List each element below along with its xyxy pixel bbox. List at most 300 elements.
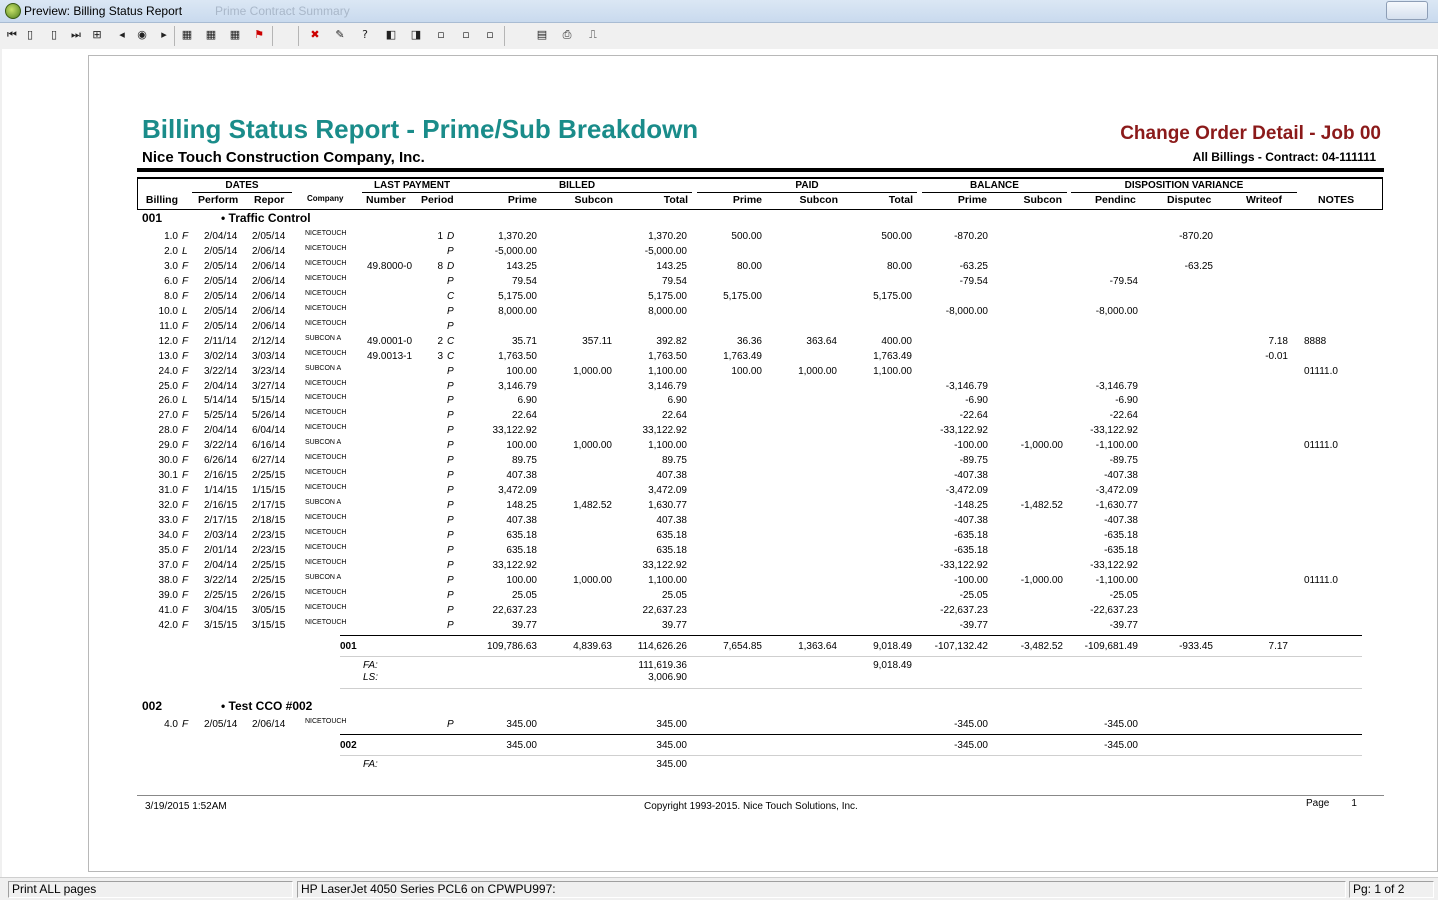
subtotal-b_subcon: 4,839.63 — [573, 641, 612, 652]
cell-billing: 35.0 — [158, 545, 178, 556]
cell-report: 3/27/14 — [252, 381, 286, 392]
cell-company: SUBCON A — [305, 439, 342, 446]
cell-billing: 1.0 — [164, 231, 178, 242]
two-page-icon[interactable]: ◨ — [410, 28, 422, 41]
cell-billing: 3.0 — [164, 261, 178, 272]
cell-period-code: P — [447, 410, 454, 421]
cell-period-num: 8 — [437, 261, 443, 272]
table-row — [0, 470, 1438, 485]
cell-balance-prime: -635.18 — [954, 530, 988, 541]
header-billed: BILLED — [558, 180, 596, 191]
table-row — [0, 590, 1438, 605]
table-row — [0, 425, 1438, 440]
cell-billed-subcon: 1,000.00 — [573, 575, 612, 586]
cell-company: NICETOUCH — [305, 275, 347, 282]
cell-report: 2/06/14 — [252, 719, 286, 730]
cell-company: NICETOUCH — [305, 544, 347, 551]
cell-company: SUBCON A — [305, 574, 342, 581]
cell-type: F — [182, 545, 189, 556]
cell-type: F — [182, 381, 189, 392]
cell-billed-prime: 3,472.09 — [498, 485, 537, 496]
cell-balance-prime: -635.18 — [954, 545, 988, 556]
cell-paid-prime: 500.00 — [731, 231, 762, 242]
cell-company: NICETOUCH — [305, 305, 347, 312]
subtotal-bottom-rule — [340, 656, 1362, 657]
cell-billed-prime: 635.18 — [506, 545, 537, 556]
cell-billing: 30.1 — [158, 470, 178, 481]
cell-pending: -22,637.23 — [1090, 605, 1138, 616]
cell-pending: -89.75 — [1109, 455, 1138, 466]
cell-notes: 8888 — [1304, 336, 1327, 347]
cell-billed-total: 22.64 — [661, 410, 687, 421]
fit-width-icon[interactable]: ▦ — [205, 28, 217, 41]
cell-balance-prime: -63.25 — [959, 261, 988, 272]
cell-paid-prime: 5,175.00 — [723, 291, 762, 302]
cell-period-code: P — [447, 605, 454, 616]
cell-number: 49.8000-0 — [367, 261, 413, 272]
cell-billing: 31.0 — [158, 485, 178, 496]
cell-report: 1/15/15 — [252, 485, 286, 496]
cell-billing: 29.0 — [158, 440, 178, 451]
edit-icon[interactable]: ✎ — [335, 28, 345, 41]
cell-pending: -33,122.92 — [1090, 560, 1138, 571]
cell-type: F — [182, 605, 189, 616]
cell-billed-total: 143.25 — [656, 261, 687, 272]
cell-report: 2/25/15 — [252, 575, 286, 586]
group-end-rule — [340, 688, 1362, 689]
cell-paid-subcon: 1,000.00 — [798, 366, 837, 377]
cell-balance-prime: -407.38 — [954, 515, 988, 526]
cell-billed-total: 635.18 — [656, 545, 687, 556]
cell-type: F — [182, 515, 189, 526]
table-row — [0, 246, 1438, 261]
cell-paid-total: 400.00 — [881, 336, 912, 347]
cell-billed-prime: 25.05 — [511, 590, 537, 601]
cell-billed-prime: 1,763.50 — [498, 351, 537, 362]
cell-billed-prime: 100.00 — [506, 575, 537, 586]
cell-perform: 3/22/14 — [204, 440, 238, 451]
cell-type: L — [182, 246, 188, 257]
cell-billing: 34.0 — [158, 530, 178, 541]
col-perform: Perform — [198, 194, 239, 206]
cell-billed-subcon: 1,482.52 — [573, 500, 612, 511]
cell-billed-prime: 1,370.20 — [498, 231, 537, 242]
cell-balance-prime: -8,000.00 — [945, 306, 988, 317]
cell-type: F — [182, 291, 189, 302]
cell-notes: 01111.0 — [1304, 440, 1338, 451]
cell-type: F — [182, 470, 189, 481]
cell-billing: 37.0 — [158, 560, 178, 571]
statusbar — [0, 877, 1438, 900]
cell-perform: 3/22/14 — [204, 366, 238, 377]
cell-billed-prime: 33,122.92 — [492, 425, 537, 436]
app-icon — [5, 3, 21, 19]
cell-balance-prime: -407.38 — [954, 470, 988, 481]
cell-period-code: P — [447, 425, 454, 436]
table-row — [0, 440, 1438, 455]
cell-billed-prime: 345.00 — [506, 719, 537, 730]
cell-report: 2/25/15 — [252, 470, 286, 481]
cell-period-code: P — [447, 246, 454, 257]
cell-period-code: P — [447, 545, 454, 556]
eight-page-icon[interactable]: ▫ — [486, 28, 494, 41]
cell-type: L — [182, 306, 188, 317]
col-report: Repor — [254, 194, 285, 206]
subtotal-p_subcon: 1,363.64 — [798, 641, 837, 652]
cell-billing: 2.0 — [164, 246, 178, 257]
cell-balance-prime: -33,122.92 — [940, 425, 988, 436]
cell-billed-total: 1,370.20 — [648, 231, 687, 242]
cell-billed-total: 89.75 — [661, 455, 687, 466]
cell-period-code: P — [447, 470, 454, 481]
subtotal-disputed: -933.45 — [1179, 641, 1213, 652]
cell-number: 49.0013-1 — [367, 351, 413, 362]
cell-company: NICETOUCH — [305, 604, 347, 611]
cell-billed-total: 33,122.92 — [642, 560, 687, 571]
table-row — [0, 381, 1438, 396]
cell-company: SUBCON A — [305, 499, 342, 506]
cell-report: 6/04/14 — [252, 425, 286, 436]
status-page: Pg: 1 of 2 — [1349, 881, 1434, 898]
cell-report: 3/23/14 — [252, 366, 286, 377]
cell-company: NICETOUCH — [305, 245, 347, 252]
subtotal-b_total: 345.00 — [656, 740, 687, 751]
flag-icon[interactable]: ⚑ — [254, 28, 264, 41]
cell-perform: 2/04/14 — [204, 560, 238, 571]
cell-type: F — [182, 231, 189, 242]
cell-billing: 39.0 — [158, 590, 178, 601]
cell-balance-subcon: -1,000.00 — [1020, 440, 1063, 451]
cell-report: 3/15/15 — [252, 620, 286, 631]
status-print-range: Print ALL pages — [8, 881, 293, 898]
cell-billed-total: 33,122.92 — [642, 425, 687, 436]
print-icon[interactable]: ⎙ — [562, 28, 572, 41]
table-row — [0, 545, 1438, 560]
cell-perform: 5/25/14 — [204, 410, 238, 421]
cell-paid-prime: 80.00 — [736, 261, 762, 272]
cell-type: F — [182, 590, 189, 601]
fit-page-icon[interactable]: ▦ — [229, 28, 241, 41]
cell-billing: 13.0 — [158, 351, 178, 362]
cell-period-code: P — [447, 575, 454, 586]
cell-writeoff: -0.01 — [1265, 351, 1288, 362]
subtotal-rule — [340, 635, 1362, 636]
subtotal-p_prime: 7,654.85 — [723, 641, 762, 652]
header-dates: DATES — [225, 180, 259, 191]
cell-type: L — [182, 395, 188, 406]
cell-pending: -1,630.77 — [1095, 500, 1138, 511]
subtotal-b_prime: 109,786.63 — [486, 641, 537, 652]
subtotal-bottom-rule — [340, 755, 1362, 756]
cell-paid-total: 5,175.00 — [873, 291, 912, 302]
cell-notes: 01111.0 — [1304, 366, 1338, 377]
cell-report: 6/27/14 — [252, 455, 286, 466]
header-disposition: DISPOSITION VARIANCE — [1124, 180, 1244, 191]
cell-period-num: 3 — [437, 351, 443, 362]
cell-billed-total: 39.77 — [661, 620, 687, 631]
cell-billed-total: 1,100.00 — [648, 575, 687, 586]
report-title: Billing Status Report - Prime/Sub Breakdown — [142, 114, 699, 144]
cell-paid-total: 80.00 — [886, 261, 912, 272]
cell-period-code: P — [447, 500, 454, 511]
col-pending: Pendinc — [1095, 194, 1136, 206]
cell-perform: 2/01/14 — [204, 545, 238, 556]
cell-report: 2/25/15 — [252, 560, 286, 571]
col-writeoff: Writeof — [1246, 194, 1282, 206]
table-row — [0, 231, 1438, 246]
cell-type: F — [182, 530, 189, 541]
cell-report: 2/06/14 — [252, 261, 286, 272]
cell-balance-prime: -25.05 — [959, 590, 988, 601]
one-page-icon[interactable]: ◧ — [385, 28, 397, 41]
cell-type: F — [182, 719, 189, 730]
cell-paid-total: 1,100.00 — [873, 366, 912, 377]
cell-balance-prime: -3,146.79 — [945, 381, 988, 392]
prior-page-icon[interactable]: ▯ — [26, 28, 34, 41]
four-page-icon[interactable]: ▫ — [437, 28, 445, 41]
cell-period-code: P — [447, 440, 454, 451]
report-subtitle: Change Order Detail - Job 00 — [1120, 123, 1381, 144]
status-printer: HP LaserJet 4050 Series PCL6 on CPWPU997: — [297, 881, 1346, 898]
ls-label: LS: — [363, 672, 379, 683]
cell-company: NICETOUCH — [305, 454, 347, 461]
cell-report: 2/06/14 — [252, 321, 286, 332]
cell-report: 2/17/15 — [252, 500, 286, 511]
table-row — [0, 395, 1438, 410]
next-icon[interactable]: ▸ — [161, 28, 167, 41]
cell-period-code: P — [447, 395, 454, 406]
subtotal-label: 001 — [340, 641, 357, 652]
table-row — [0, 485, 1438, 500]
first-page-icon[interactable]: ⏮ — [7, 28, 17, 41]
cell-billed-prime: 6.90 — [517, 395, 537, 406]
cell-balance-prime: -870.20 — [954, 231, 988, 242]
cell-perform: 2/05/14 — [204, 291, 238, 302]
cell-pending: -25.05 — [1109, 590, 1138, 601]
col-billed-subcon: Subcon — [574, 194, 613, 206]
close-icon[interactable]: ✖ — [310, 28, 320, 41]
table-row — [0, 515, 1438, 530]
cell-company: NICETOUCH — [305, 718, 347, 725]
table-row — [0, 321, 1438, 336]
cell-type: F — [182, 500, 189, 511]
col-company: Company — [307, 194, 344, 203]
cell-company: NICETOUCH — [305, 589, 347, 596]
cell-pending: -6.90 — [1115, 395, 1138, 406]
cell-perform: 2/05/14 — [204, 276, 238, 287]
cell-type: F — [182, 321, 189, 332]
fa-billed-total: 345.00 — [656, 759, 687, 770]
table-row — [0, 605, 1438, 620]
cell-report: 2/26/15 — [252, 590, 286, 601]
cell-period-code: P — [447, 590, 454, 601]
group-code: 001 — [142, 211, 163, 225]
cell-perform: 2/04/14 — [204, 381, 238, 392]
cell-pending: -39.77 — [1109, 620, 1138, 631]
subtotal-bal_prime: -107,132.42 — [934, 641, 988, 652]
cell-balance-prime: -3,472.09 — [945, 485, 988, 496]
next-page-icon[interactable]: ▯ — [50, 28, 58, 41]
cell-period-code: C — [447, 291, 455, 302]
fa-label: FA: — [363, 759, 378, 770]
cell-pending: -345.00 — [1104, 719, 1138, 730]
setup-icon[interactable]: ⎍ — [589, 28, 597, 41]
group-name: • Traffic Control — [221, 211, 311, 225]
cell-period-code: P — [447, 515, 454, 526]
cell-report: 5/15/14 — [252, 395, 286, 406]
cell-report: 6/16/14 — [252, 440, 286, 451]
cell-company: NICETOUCH — [305, 260, 347, 267]
print-date: 3/19/2015 1:52AM — [145, 801, 227, 812]
cell-type: F — [182, 336, 189, 347]
cell-billed-total: 407.38 — [656, 515, 687, 526]
cell-company: NICETOUCH — [305, 559, 347, 566]
col-period: Period — [421, 194, 454, 206]
cell-balance-prime: -39.77 — [959, 620, 988, 631]
cell-company: SUBCON A — [305, 335, 342, 342]
cell-perform: 2/05/14 — [204, 719, 238, 730]
six-page-icon[interactable]: ▫ — [462, 28, 470, 41]
cell-period-code: C — [447, 336, 455, 347]
help-icon[interactable]: ? — [362, 28, 368, 41]
table-row — [0, 366, 1438, 381]
copyright: Copyright 1993-2015. Nice Touch Solutions, Inc. — [644, 801, 858, 812]
cell-report: 3/05/15 — [252, 605, 286, 616]
cell-perform: 3/15/15 — [204, 620, 238, 631]
cell-balance-prime: -22.64 — [959, 410, 988, 421]
cell-billed-prime: 635.18 — [506, 530, 537, 541]
subtotal-pending: -109,681.49 — [1084, 641, 1138, 652]
layout-icon[interactable]: ⊞ — [92, 28, 102, 41]
cell-billing: 41.0 — [158, 605, 178, 616]
cell-billed-total: 1,100.00 — [648, 440, 687, 451]
cell-billed-prime: 3,146.79 — [498, 381, 537, 392]
table-row — [0, 410, 1438, 425]
cell-paid-subcon: 363.64 — [806, 336, 837, 347]
cell-report: 2/18/15 — [252, 515, 286, 526]
col-balance-prime: Prime — [957, 194, 987, 206]
cell-billed-prime: 148.25 — [506, 500, 537, 511]
cell-billed-prime: 89.75 — [511, 455, 537, 466]
cell-period-code: P — [447, 276, 454, 287]
cell-period-code: P — [447, 366, 454, 377]
cell-period-code: P — [447, 381, 454, 392]
subtotal-bal_subcon: -3,482.52 — [1020, 641, 1063, 652]
prev-icon[interactable]: ◂ — [119, 28, 125, 41]
cell-billing: 32.0 — [158, 500, 178, 511]
cell-billed-total: 407.38 — [656, 470, 687, 481]
cell-company: NICETOUCH — [305, 469, 347, 476]
cell-billed-total: 635.18 — [656, 530, 687, 541]
subtotal-b_total: 114,626.26 — [637, 641, 687, 652]
cell-company: NICETOUCH — [305, 350, 347, 357]
cell-report: 3/03/14 — [252, 351, 286, 362]
cell-period-code: P — [447, 455, 454, 466]
table-row — [0, 351, 1438, 366]
cell-type: F — [182, 425, 189, 436]
last-page-icon[interactable]: ⏭ — [71, 28, 81, 41]
cell-company: NICETOUCH — [305, 409, 347, 416]
cell-billing: 42.0 — [158, 620, 178, 631]
cell-period-code: P — [447, 530, 454, 541]
close-window-button[interactable] — [1386, 1, 1428, 20]
cell-billing: 4.0 — [164, 719, 178, 730]
table-row — [0, 336, 1438, 351]
subtotal-bal_prime: -345.00 — [954, 740, 988, 751]
cell-paid-total: 1,763.49 — [873, 351, 912, 362]
cell-billed-total: 345.00 — [656, 719, 687, 730]
header-paid: PAID — [795, 180, 819, 191]
cell-type: F — [182, 440, 189, 451]
cell-company: NICETOUCH — [305, 619, 347, 626]
header-last-payment: LAST PAYMENT — [373, 180, 451, 191]
cell-paid-prime: 100.00 — [731, 366, 762, 377]
zoom-icon[interactable]: ◉ — [137, 28, 147, 41]
table-row — [0, 500, 1438, 515]
cell-paid-prime: 1,763.49 — [723, 351, 762, 362]
cell-type: F — [182, 620, 189, 631]
cell-billed-total: 1,630.77 — [648, 500, 687, 511]
cell-type: F — [182, 485, 189, 496]
cell-billed-prime: 35.71 — [511, 336, 537, 347]
cell-billed-prime: 5,175.00 — [498, 291, 537, 302]
cell-billing: 11.0 — [159, 321, 178, 332]
cell-perform: 2/04/14 — [204, 425, 238, 436]
ls-billed-total: 3,006.90 — [648, 672, 687, 683]
cell-perform: 3/02/14 — [204, 351, 238, 362]
cell-billed-total: 22,637.23 — [642, 605, 687, 616]
cell-balance-prime: -22,637.23 — [940, 605, 988, 616]
cell-perform: 2/05/14 — [204, 246, 238, 257]
cell-pending: -1,100.00 — [1095, 440, 1138, 451]
cell-billed-prime: -5,000.00 — [494, 246, 537, 257]
cell-billed-prime: 33,122.92 — [492, 560, 537, 571]
table-row — [0, 291, 1438, 306]
cell-type: F — [182, 261, 189, 272]
cell-billed-total: 1,100.00 — [648, 366, 687, 377]
cell-type: F — [182, 575, 189, 586]
cell-balance-prime: -79.54 — [959, 276, 988, 287]
cell-report: 2/05/14 — [252, 231, 286, 242]
group-name: • Test CCO #002 — [221, 699, 313, 713]
col-billing: Billing — [145, 194, 178, 206]
cell-period-code: D — [447, 261, 455, 272]
cell-report: 2/06/14 — [252, 291, 286, 302]
cell-type: F — [182, 276, 189, 287]
cell-number: 49.0001-0 — [367, 336, 413, 347]
cell-report: 2/06/14 — [252, 246, 286, 257]
fit-icon[interactable]: ▦ — [181, 28, 193, 41]
cell-period-code: P — [447, 306, 454, 317]
cell-company: NICETOUCH — [305, 424, 347, 431]
export-icon[interactable]: ▤ — [536, 28, 548, 41]
cell-billing: 12.0 — [158, 336, 178, 347]
cell-paid-total: 500.00 — [881, 231, 912, 242]
cell-pending: -407.38 — [1104, 515, 1138, 526]
cell-perform: 6/26/14 — [204, 455, 238, 466]
fa-billed-total: 111,619.36 — [638, 660, 687, 671]
cell-balance-prime: -89.75 — [959, 455, 988, 466]
col-disputed: Disputec — [1167, 194, 1212, 206]
col-paid-subcon: Subcon — [799, 194, 838, 206]
cell-report: 2/23/15 — [252, 530, 286, 541]
table-row — [0, 560, 1438, 575]
cell-billed-total: 8,000.00 — [648, 306, 687, 317]
cell-perform: 2/05/14 — [204, 261, 238, 272]
cell-report: 2/12/14 — [252, 336, 286, 347]
cell-billed-prime: 100.00 — [506, 440, 537, 451]
cell-pending: -22.64 — [1109, 410, 1138, 421]
